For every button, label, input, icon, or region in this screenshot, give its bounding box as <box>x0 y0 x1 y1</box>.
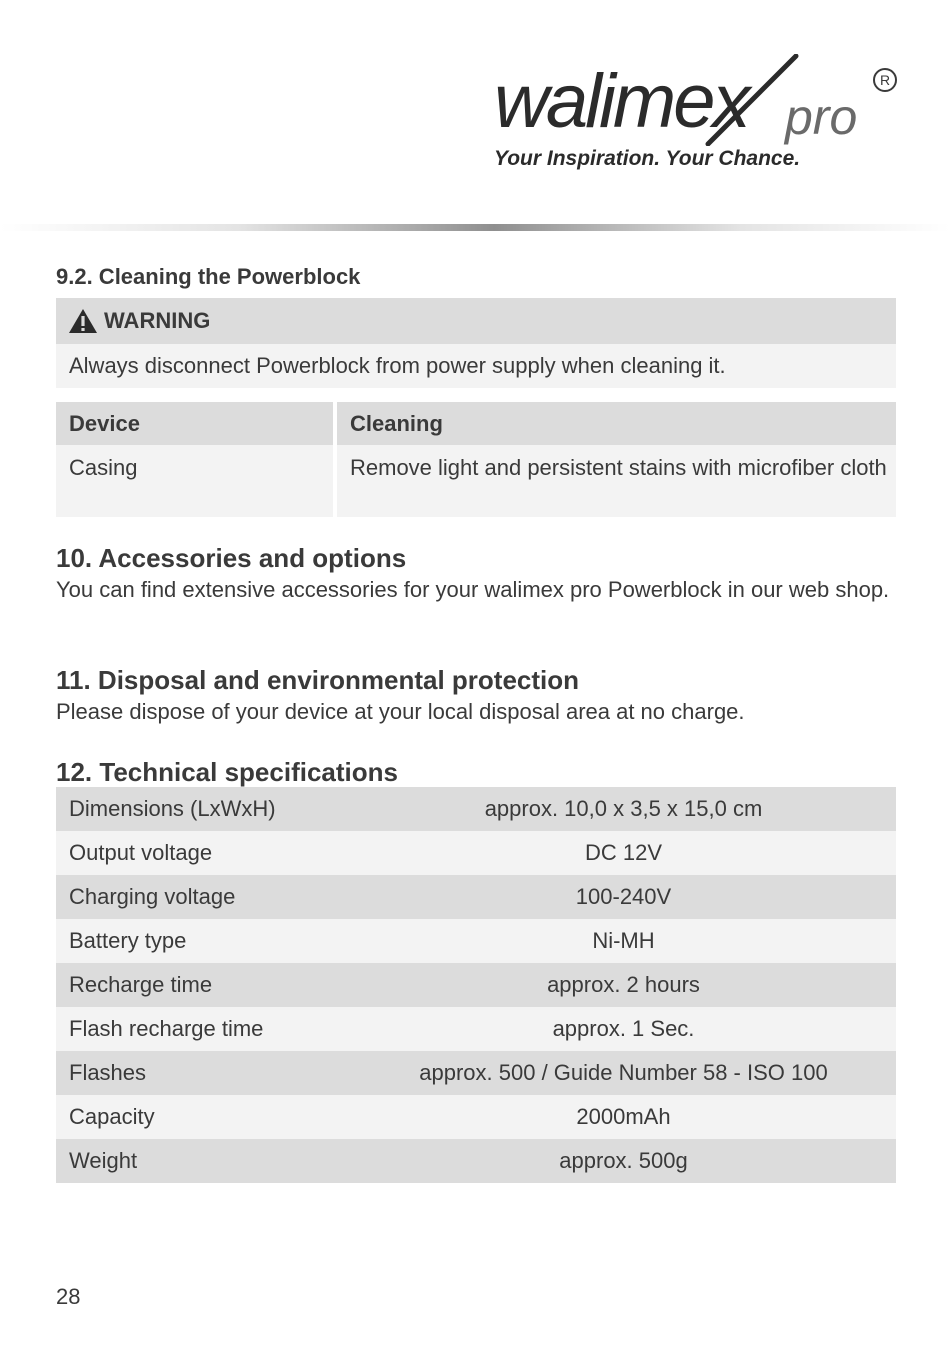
spec-label: Flashes <box>69 1060 147 1085</box>
section-11-text: Please dispose of your device at your local disposal area at no charge. <box>56 699 745 724</box>
specifications-table <box>56 787 896 1183</box>
table-row <box>56 445 896 517</box>
spec-label: Flash recharge time <box>69 1016 264 1041</box>
section-12-heading: 12. Technical specifications <box>56 757 398 787</box>
section-9-2-heading: 9.2. Cleaning the Powerblock <box>56 264 361 289</box>
spec-value: approx. 1 Sec. <box>552 1016 695 1041</box>
warning-title: WARNING <box>104 308 211 333</box>
logo-pro-text: pro <box>785 89 858 145</box>
brand-tagline: Your Inspiration. Your Chance. <box>494 147 801 170</box>
table-row <box>56 1139 896 1183</box>
brand-logo <box>490 50 910 180</box>
spec-value: 100-240V <box>575 884 672 909</box>
table-header-row <box>56 402 896 445</box>
warning-box <box>56 298 896 388</box>
cleaning-table <box>56 402 896 517</box>
spec-value: DC 12V <box>584 840 663 865</box>
registered-mark: R <box>873 68 897 92</box>
spec-value: approx. 500g <box>559 1148 688 1173</box>
spec-value: 2000mAh <box>576 1104 671 1129</box>
spec-label: Charging voltage <box>69 884 236 909</box>
spec-label: Dimensions (LxWxH) <box>69 796 276 821</box>
table-row <box>56 1051 896 1095</box>
spec-label: Weight <box>69 1148 138 1173</box>
spec-label: Output voltage <box>69 840 213 865</box>
page-number: 28 <box>56 1284 81 1309</box>
table-row <box>56 831 896 875</box>
table-header-device: Device <box>56 402 333 445</box>
logo-slash-mark <box>690 54 800 146</box>
table-row <box>56 1095 896 1139</box>
spec-label: Battery type <box>69 928 187 953</box>
section-10-heading: 10. Accessories and options <box>56 543 407 573</box>
warning-triangle-icon <box>68 308 98 334</box>
section-10-text: You can find extensive accessories for your walimex pro Powerblock in our web shop. <box>56 577 890 602</box>
table-row <box>56 1007 896 1051</box>
table-header-cleaning: Cleaning <box>337 402 896 445</box>
table-row <box>56 875 896 919</box>
section-11-heading: 11. Disposal and environmental protection <box>56 665 580 695</box>
table-row <box>56 787 896 831</box>
table-cell-cleaning: Remove light and persistent stains with microfiber cloth <box>337 445 896 517</box>
spec-value: approx. 500 / Guide Number 58 - ISO 100 <box>419 1060 828 1085</box>
table-cell-device: Casing <box>56 445 333 517</box>
table-row <box>56 963 896 1007</box>
warning-text: Always disconnect Powerblock from power supply when cleaning it. <box>56 344 896 388</box>
logo-wordmark: walimex <box>494 59 748 144</box>
table-row <box>56 919 896 963</box>
spec-value: approx. 10,0 x 3,5 x 15,0 cm <box>484 796 763 821</box>
spec-label: Recharge time <box>69 972 213 997</box>
spec-value: Ni-MH <box>592 928 655 953</box>
spec-label: Capacity <box>69 1104 155 1129</box>
warning-header <box>56 298 896 344</box>
header-divider <box>0 224 950 231</box>
spec-value: approx. 2 hours <box>547 972 700 997</box>
